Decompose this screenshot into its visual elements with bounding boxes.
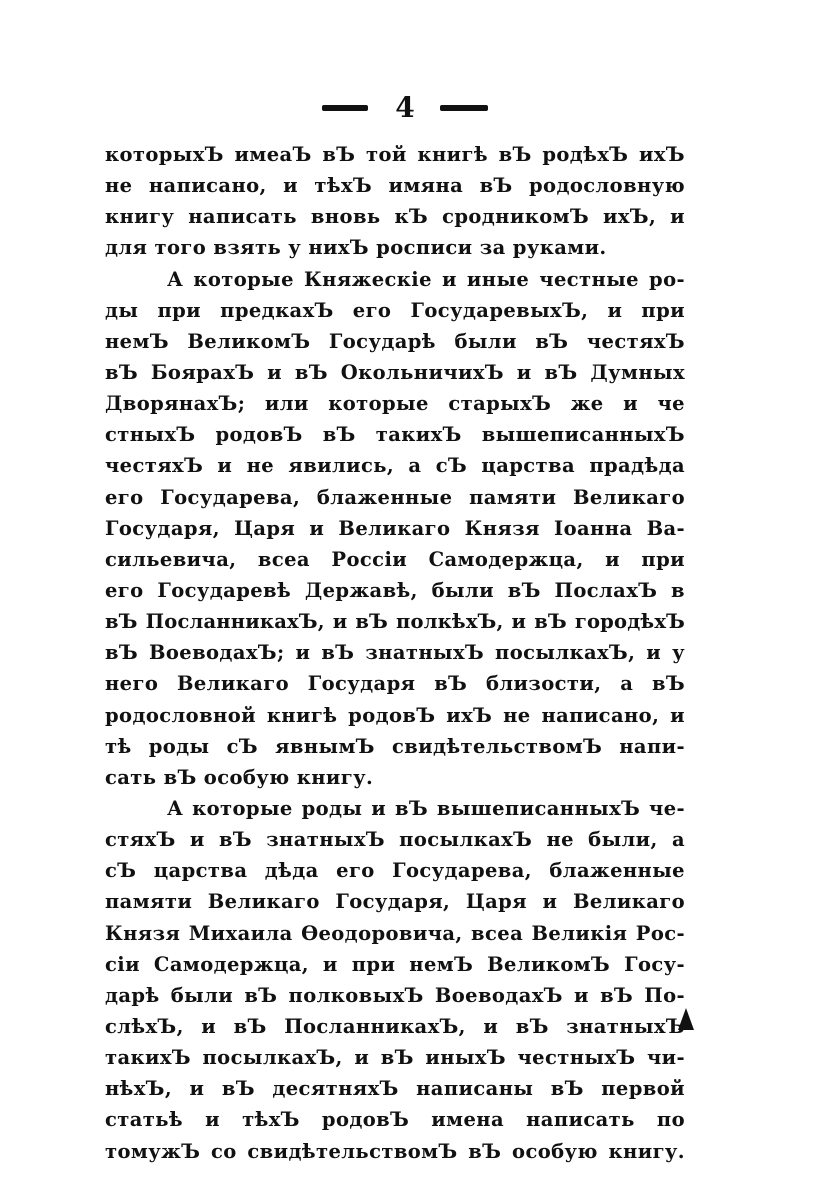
header-dash-left [322,105,368,111]
text-line: сать вЪ особую книгу. [105,765,374,789]
text-line: нѣхЪ, и вЪ десятняхЪ написаны вЪ первой [105,1077,685,1101]
text-line: вЪ БоярахЪ и вЪ ОкольничихЪ и вЪ Думных [105,360,685,384]
text-line: тѣ роды сЪ явнымЪ свидѣтельствомЪ напи- [105,734,685,758]
page-header [0,90,840,130]
text-line: Государя, Царя и Великаго Князя Іоанна Ва- [105,516,685,540]
text-line: стныхЪ родовЪ вЪ такихЪ вышеписанныхЪ [105,423,685,447]
text-line: сильевича, всеа Россіи Самодержца, и при [105,547,685,571]
text-line: дарѣ были вЪ полковыхЪ ВоеводахЪ и вЪ По- [105,983,685,1007]
text-line: ды при предкахЪ его ГосударевыхЪ, и при [105,298,685,322]
text-line: не написано, и тѣхЪ имяна вЪ родословную [105,174,685,198]
text-line: книгу написать вновь кЪ сродникомЪ ихЪ, и [105,205,685,229]
text-line: ДворянахЪ; или которые старыхЪ же и че [105,392,685,416]
text-line: вЪ ПосланникахЪ, и вЪ полкѣхЪ, и вЪ городѣхЪ [105,610,685,634]
text-line: которыхЪ имеаЪ вЪ той книгѣ вЪ родѣхЪ ихЪ [105,143,685,166]
text-line: памяти Великаго Государя, Царя и Великаго [105,890,685,914]
page-number: 4 [395,91,415,124]
text-line: Князя Михаила Ѳеодоровича, всеа Великія Рос- [105,921,685,945]
text-line: немЪ ВеликомЪ Государѣ были вЪ честяхЪ [105,329,685,353]
text-line: его Государева, блаженные памяти Великаго [105,485,685,509]
end-mark-icon [678,1008,694,1030]
text-line: статьѣ и тѣхЪ родовЪ имена написать по [105,1108,685,1132]
text-line: честяхЪ и не явились, а сЪ царства прадѣда [105,454,685,478]
text-line: него Великаго Государя вЪ близости, а вЪ [105,672,685,696]
text-line: вЪ ВоеводахЪ; и вЪ знатныхЪ посылкахЪ, и у [105,641,685,665]
text-line: для того взять у нихЪ росписи за руками. [105,236,607,260]
text-line: родословной книгѣ родовЪ ихЪ не написано, и [105,703,685,727]
text-line: томужЪ со свидѣтельствомЪ вЪ особую книгу. [105,1139,685,1163]
text-line: слѣхЪ, и вЪ ПосланникахЪ, и вЪ знатныхЪ [105,1014,685,1038]
text-line: стяхЪ и вЪ знатныхЪ посылкахЪ не были, а [105,828,685,852]
header-dash-right [440,105,488,111]
text-line: сіи Самодержца, и при немЪ ВеликомЪ Госу- [105,952,685,976]
paragraph-start-line: А которые роды и вЪ вышеписанныхЪ че- [167,796,685,820]
paragraph-start-line: А которые Княжескіе и иные честные ро- [167,267,685,291]
text-line: его Государевѣ Державѣ, были вЪ ПослахЪ в [105,578,685,602]
text-line: такихЪ посылкахЪ, и вЪ иныхЪ честныхЪ чи- [105,1046,685,1070]
text-line: сЪ царства дѣда его Государева, блаженные [105,859,685,883]
text-body [105,139,685,1167]
